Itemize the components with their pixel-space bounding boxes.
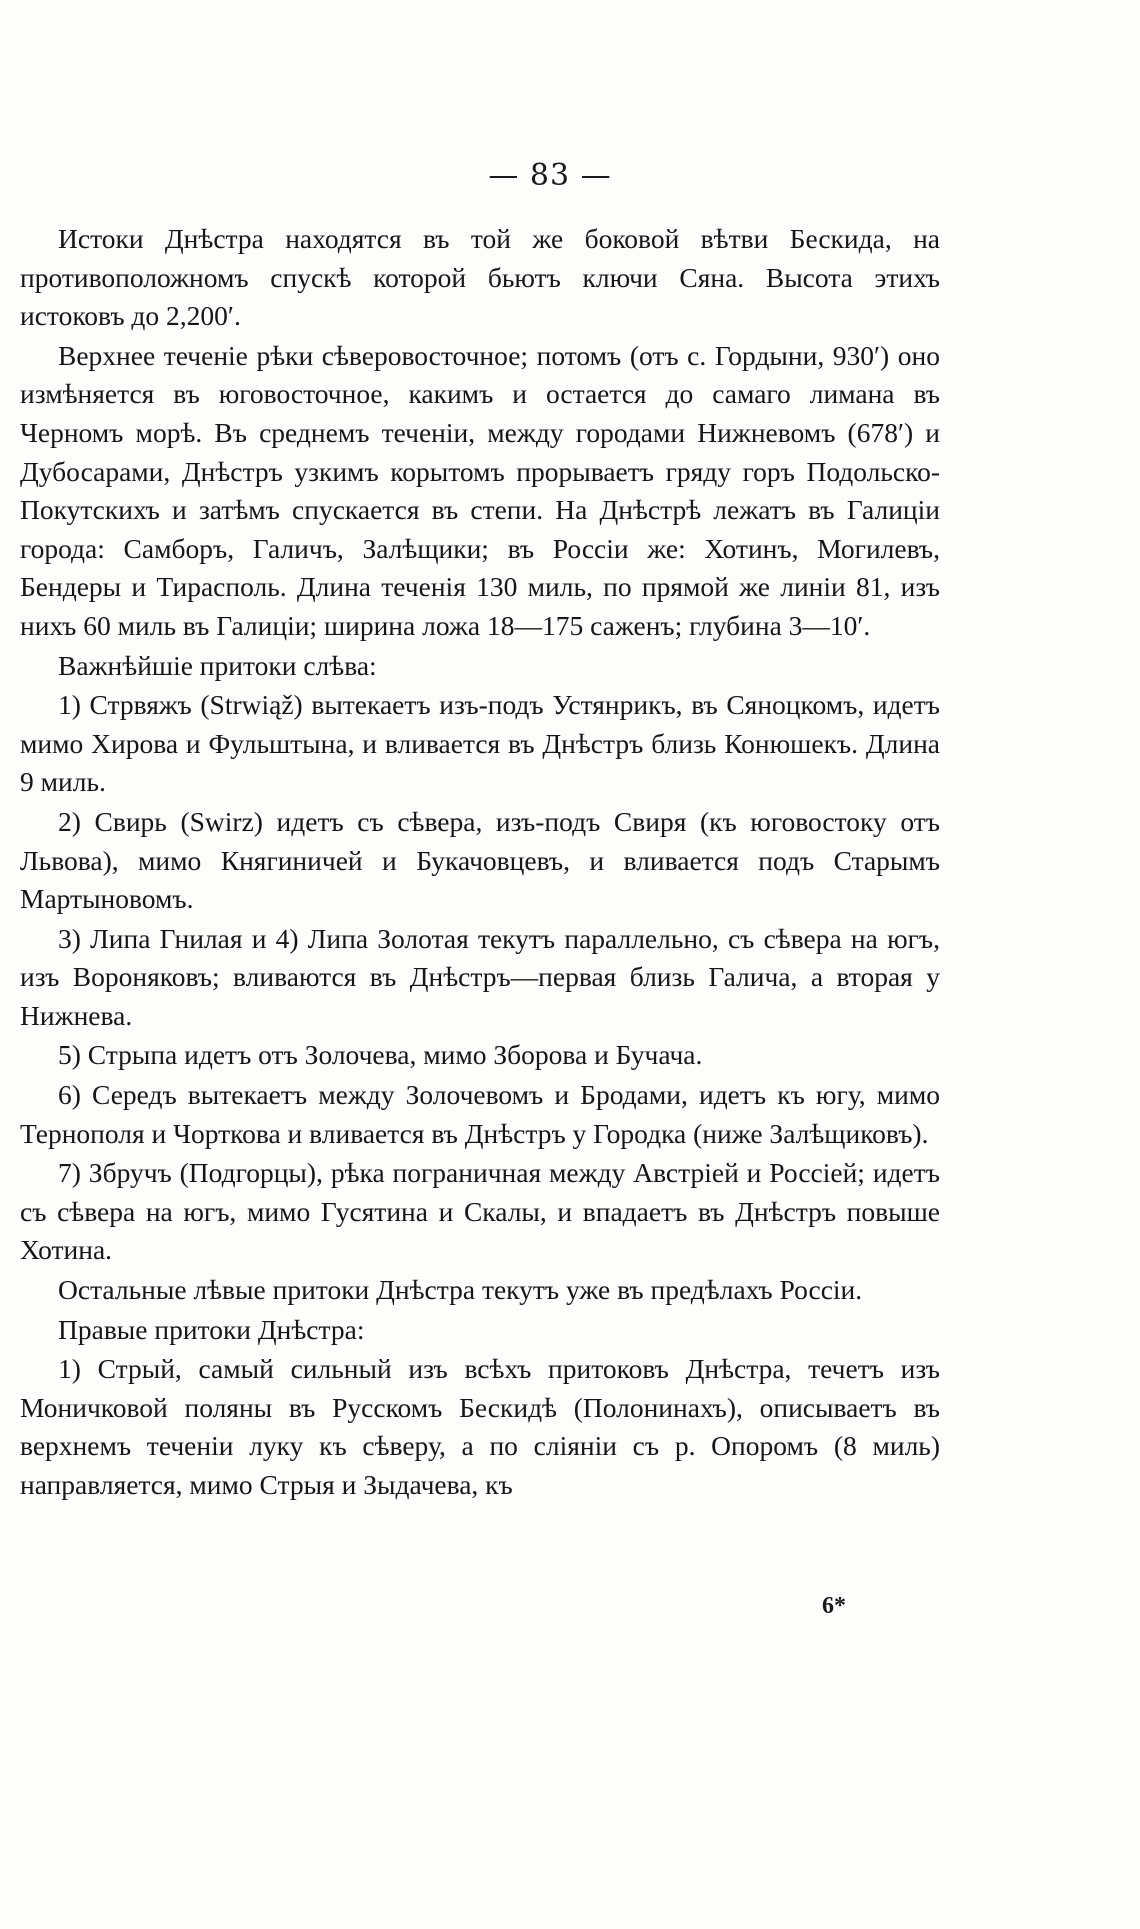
paragraph-tributary-stryi: 1) Стрый, самый сильный изъ всѣхъ притоковъ Днѣстра, течетъ изъ Моничковой поляны въ Русскомъ Бескидѣ (Полонинахъ), описываетъ въ верхнемъ теченіи луку къ сѣверу, а по сліяніи съ р. Опоромъ (8 миль) направляется, мимо Стрыя и Зыдачева, къ — [20, 1353, 940, 1500]
paragraph-tributary-sered: 6) Середъ вытекаетъ между Золочевомъ и Бродами, идетъ къ югу, мимо Тернополя и Чорткова и вливается въ Днѣстръ у Городка (ниже Залѣщиковъ). — [20, 1079, 940, 1149]
page-number: — 83 — — [488, 158, 612, 193]
paragraph-dniester-sources: Истоки Днѣстра находятся въ той же боковой вѣтви Бескида, на противоположномъ спускѣ которой бьютъ ключи Сяна. Высота этихъ истоковъ до 2,200′. — [20, 223, 940, 332]
paragraph-tributary-strwiaz: 1) Стрвяжъ (Strwiąž) вытекаетъ изъ-подъ Устянрикъ, въ Сяноцкомъ, идетъ мимо Хирова и Фульштына, и вливается въ Днѣстръ близь Конюшекъ. Длина 9 миль. — [20, 689, 940, 798]
body-text — [20, 220, 940, 1506]
printer-signature-mark: 6* — [822, 1593, 846, 1619]
paragraph-tributary-swirz: 2) Свирь (Swirz) идетъ съ сѣвера, изъ-подъ Свиря (къ юговостоку отъ Львова), мимо Княгиничей и Букачовцевъ, и вливается подъ Старымъ Мартыновомъ. — [20, 805, 940, 915]
paragraph-tributary-zbruch: 7) Збручъ (Подгорцы), рѣка пограничная между Австріей и Россіей; идетъ съ сѣвера на югъ, мимо Гусятина и Скалы, и впадаетъ въ Днѣстръ повыше Хотина. — [20, 1157, 940, 1266]
paragraph-other-left-tributaries: Остальные лѣвые притоки Днѣстра текутъ уже въ предѣлахъ Россіи. — [58, 1274, 863, 1306]
paragraph-right-tributaries-heading: Правые притоки Днѣстра: — [58, 1313, 365, 1345]
paragraph-tributary-lipa: 3) Липа Гнилая и 4) Липа Золотая текутъ параллельно, съ сѣвера на югъ, изъ Вороняковъ; вливаются въ Днѣстръ—первая близь Галича, а вторая у Нижнева. — [20, 922, 940, 1031]
paragraph-tributary-strypa: 5) Стрыпа идетъ отъ Золочева, мимо Зборова и Бучача. — [58, 1039, 703, 1071]
paragraph-left-tributaries-heading: Важнѣйшіе притоки слѣва: — [58, 649, 377, 681]
paragraph-course-description: Верхнее теченіе рѣки сѣверовосточное; потомъ (отъ с. Гордыни, 930′) оно измѣняется въ юговосточное, какимъ и остается до самаго лимана въ Черномъ морѣ. Въ среднемъ теченіи, между городами Нижневомъ (678′) и Дубосарами, Днѣстръ узкимъ корытомъ прорываетъ гряду горъ Подольско-Покутскихъ и затѣмъ спускается въ степи. На Днѣстрѣ лежатъ въ Галиціи города: Самборъ, Галичъ, Залѣщики; въ Россіи же: Хотинъ, Могилевъ, Бендеры и Тирасполь. Длина теченія 130 миль, по прямой же линіи 81, изъ нихъ 60 миль въ Галиціи; ширина ложа 18—175 саженъ; глубина 3—10′. — [20, 339, 940, 641]
